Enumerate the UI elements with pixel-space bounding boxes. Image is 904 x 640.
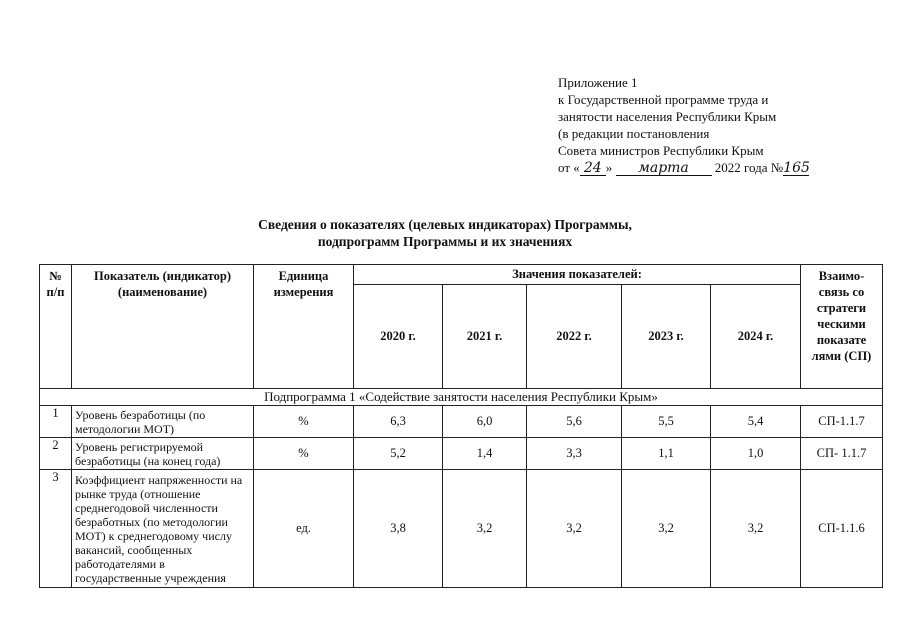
appendix-date-line	[558, 159, 858, 176]
row-num: 3	[40, 470, 72, 588]
subprogram-row: Подпрограмма 1 «Содействие занятости населения Республики Крым»	[40, 389, 883, 406]
row-value: 5,5	[622, 406, 711, 438]
header-year: 2024 г.	[711, 285, 801, 389]
quote-close: »	[605, 160, 613, 175]
appendix-block	[558, 74, 858, 176]
header-indicator: Показатель (индикатор) (наименование)	[72, 265, 254, 389]
row-value: 6,0	[443, 406, 527, 438]
row-value: 3,3	[527, 438, 622, 470]
header-unit: Единица измерения	[254, 265, 354, 389]
row-unit: %	[254, 438, 354, 470]
row-value: 3,2	[622, 470, 711, 588]
header-year: 2023 г.	[622, 285, 711, 389]
row-unit: ед.	[254, 470, 354, 588]
table-row	[40, 470, 883, 588]
row-indicator: Коэффициент напряженности на рынке труда (отношение среднегодовой численности безработных (по методологии МОТ) к среднегодовому числу вакансий, сообщенных работодателями в государственные учреждения	[72, 470, 254, 588]
row-value: 1,0	[711, 438, 801, 470]
handwritten-doc-number: 165	[783, 160, 810, 176]
table-row	[40, 438, 883, 470]
appendix-line: Совета министров Республики Крым	[558, 143, 764, 158]
title-line-1: Сведения о показателях (целевых индикаторах) Программы,	[258, 217, 632, 232]
header-num: № п/п	[40, 265, 72, 389]
document-title	[200, 216, 690, 250]
row-value: 3,2	[527, 470, 622, 588]
row-indicator: Уровень безработицы (по методологии МОТ)	[72, 406, 254, 438]
appendix-line: (в редакции постановления	[558, 126, 710, 141]
row-link: СП-1.1.6	[801, 470, 883, 588]
row-num: 1	[40, 406, 72, 438]
row-link: СП- 1.1.7	[801, 438, 883, 470]
header-values: Значения показателей:	[354, 265, 801, 285]
year-text: 2022 года №	[714, 160, 784, 175]
table-row	[40, 406, 883, 438]
row-value: 5,2	[354, 438, 443, 470]
appendix-line: Приложение 1	[558, 75, 638, 90]
header-link: Взаимо-связь со стратеги ческими показате лями (СП)	[801, 265, 883, 389]
row-value: 3,8	[354, 470, 443, 588]
row-value: 3,2	[443, 470, 527, 588]
date-prefix: от «	[558, 160, 580, 175]
indicators-table	[39, 264, 883, 588]
row-value: 1,1	[622, 438, 711, 470]
handwritten-month: марта	[616, 161, 712, 176]
row-unit: %	[254, 406, 354, 438]
row-value: 5,6	[527, 406, 622, 438]
row-value: 5,4	[711, 406, 801, 438]
header-year: 2022 г.	[527, 285, 622, 389]
header-year: 2020 г.	[354, 285, 443, 389]
appendix-line: к Государственной программе труда и	[558, 92, 769, 107]
row-indicator: Уровень регистрируемой безработицы (на конец года)	[72, 438, 254, 470]
row-value: 6,3	[354, 406, 443, 438]
title-line-2: подпрограмм Программы и их значениях	[317, 234, 573, 249]
row-value: 3,2	[711, 470, 801, 588]
row-value: 1,4	[443, 438, 527, 470]
header-year: 2021 г.	[443, 285, 527, 389]
appendix-line: занятости населения Республики Крым	[558, 109, 777, 124]
handwritten-day: 24	[580, 161, 606, 176]
row-link: СП-1.1.7	[801, 406, 883, 438]
row-num: 2	[40, 438, 72, 470]
